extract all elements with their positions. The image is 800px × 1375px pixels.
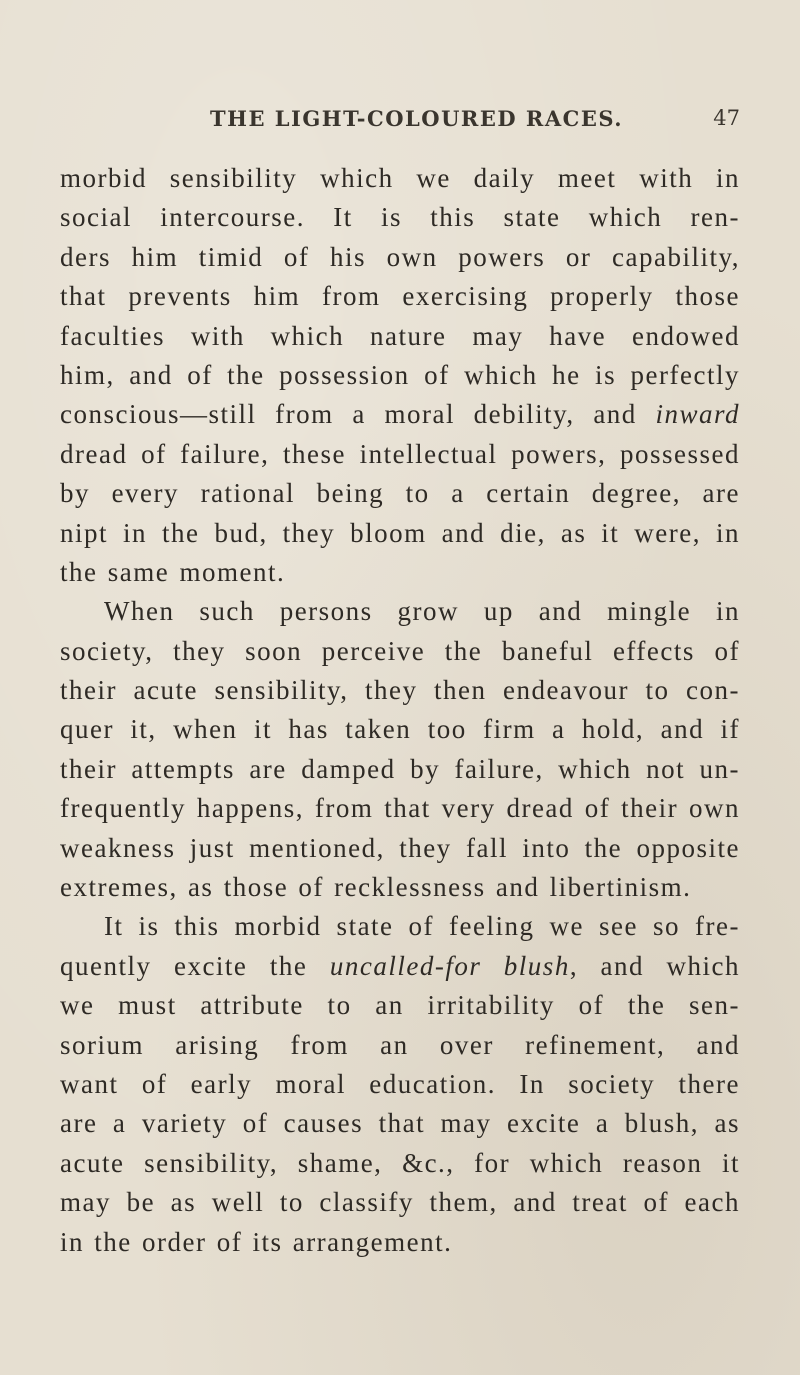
text-line: their attempts are damped by failure, which not un- <box>60 753 740 784</box>
text-line: may be as well to classify them, and treat of each <box>60 1187 740 1218</box>
text-line: are a variety of causes that may excite a blush, as <box>60 1108 740 1139</box>
text-line: acute sensibility, shame, &c., for which reason it <box>60 1147 740 1178</box>
text-line: sorium arising from an over refinement, and <box>60 1029 740 1060</box>
text-line: in the order of its arrangement. <box>60 1226 453 1257</box>
text-line: him, and of the possession of which he is perfectly <box>60 359 740 390</box>
text-segment: conscious—still from a moral debility, and <box>60 399 656 430</box>
text-line <box>60 395 740 434</box>
text-line: frequently happens, from that very dread of their own <box>60 793 740 824</box>
running-title: THE LIGHT-COLOURED RACES. <box>210 106 624 131</box>
text-line: social intercourse. It is this state which ren- <box>60 202 740 233</box>
text-line: extremes, as those of recklessness and libertinism. <box>60 872 692 903</box>
italic-text: inward <box>655 399 740 430</box>
text-line: society, they soon perceive the baneful effects of <box>60 635 740 666</box>
text-line: faculties with which nature may have endowed <box>60 320 740 351</box>
text-line: nipt in the bud, they bloom and die, as it were, in <box>60 517 740 548</box>
text-line: the same moment. <box>60 556 286 587</box>
text-line: It is this morbid state of feeling we see so fre- <box>104 911 740 942</box>
text-line: ders him timid of his own powers or capability, <box>60 241 740 272</box>
text-line: by every rational being to a certain degree, are <box>60 478 740 509</box>
text-segment: , and which <box>569 950 740 981</box>
text-line: want of early moral education. In society there <box>60 1068 740 1099</box>
italic-text: uncalled-for blush <box>329 950 570 981</box>
text-line: quer it, when it has taken too firm a hold, and if <box>60 714 740 745</box>
running-head <box>60 106 740 138</box>
text-line: weakness just mentioned, they fall into the opposite <box>60 832 740 863</box>
text-line: that prevents him from exercising properly those <box>60 281 740 312</box>
text-line: we must attribute to an irritability of the sen- <box>60 990 740 1021</box>
paragraph-3 <box>60 907 740 1262</box>
body-text <box>60 159 740 1262</box>
text-line <box>60 947 740 986</box>
text-line: their acute sensibility, they then endeavour to con- <box>60 675 740 706</box>
page-number: 47 <box>713 106 740 130</box>
text-line: morbid sensibility which we daily meet with in <box>60 163 740 193</box>
text-line: dread of failure, these intellectual powers, possessed <box>60 438 740 469</box>
paragraph-1 <box>60 159 740 592</box>
paragraph-2 <box>60 592 740 907</box>
text-line: When such persons grow up and mingle in <box>104 596 740 627</box>
text-segment: quently excite the <box>60 950 330 981</box>
